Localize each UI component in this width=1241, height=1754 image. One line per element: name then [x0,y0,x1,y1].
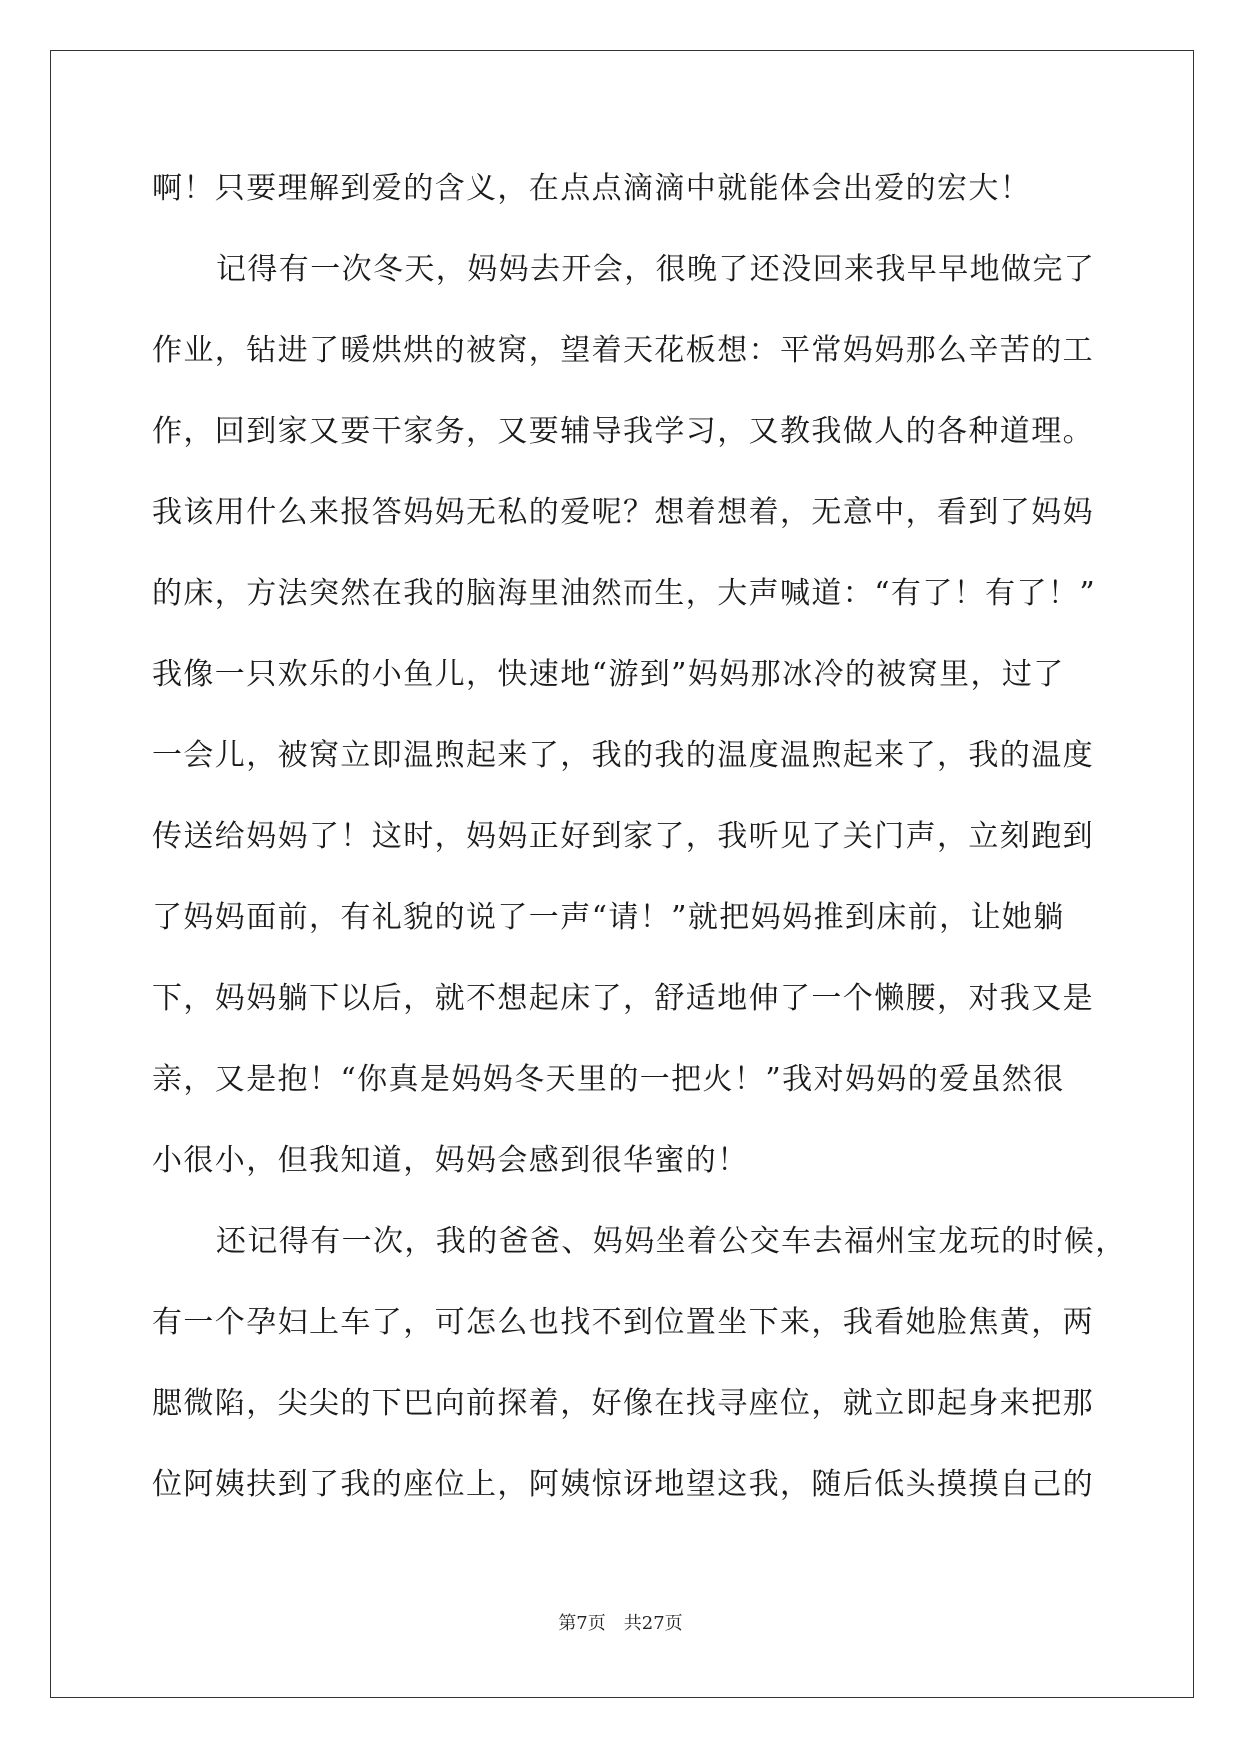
text-line: 我像一只欢乐的小鱼儿，快速地“游到”妈妈那冰冷的被窝里，过了 [152,657,1065,692]
text-line: 下，妈妈躺下以后，就不想起床了，舒适地伸了一个懒腰，对我又是 [152,981,1094,1016]
text-line: 有一个孕妇上车了，可怎么也找不到位置坐下来，我看她脸焦黄，两 [152,1305,1094,1340]
text-line: 啊！只要理解到爱的含义，在点点滴滴中就能体会出爱的宏大！ [152,171,1032,206]
text-line: 小很小，但我知道，妈妈会感到很华蜜的！ [152,1143,749,1178]
paragraph-start-line: 记得有一次冬天，妈妈去开会，很晚了还没回来我早早地做完了 [216,252,1096,287]
text-line: 位阿姨扶到了我的座位上，阿姨惊讶地望这我，随后低头摸摸自己的 [152,1467,1094,1502]
paragraph-start-line: 还记得有一次，我的爸爸、妈妈坐着公交车去福州宝龙玩的时候， [216,1224,1127,1259]
text-line: 亲，又是抱！“你真是妈妈冬天里的一把火！”我对妈妈的爱虽然很 [152,1062,1065,1097]
text-line: 一会儿，被窝立即温煦起来了，我的我的温度温煦起来了，我的温度 [152,738,1094,773]
document-body [152,148,1127,1525]
total-page-count: 共27页 [623,1613,683,1634]
text-line: 传送给妈妈了！这时，妈妈正好到家了，我听见了关门声，立刻跑到 [152,819,1094,854]
text-line: 我该用什么来报答妈妈无私的爱呢？想着想着，无意中，看到了妈妈 [152,495,1094,530]
current-page-number: 第7页 [558,1613,606,1634]
text-line: 作业，钻进了暖烘烘的被窝，望着天花板想：平常妈妈那么辛苦的工 [152,333,1094,368]
text-line: 腮微陷，尖尖的下巴向前探着，好像在找寻座位，就立即起身来把那 [152,1386,1094,1421]
text-line: 的床，方法突然在我的脑海里油然而生，大声喊道：“有了！有了！” [152,576,1097,611]
page-footer [0,1612,1241,1636]
text-line: 了妈妈面前，有礼貌的说了一声“请！”就把妈妈推到床前，让她躺 [152,900,1065,935]
text-line: 作，回到家又要干家务，又要辅导我学习，又教我做人的各种道理。 [152,414,1094,449]
